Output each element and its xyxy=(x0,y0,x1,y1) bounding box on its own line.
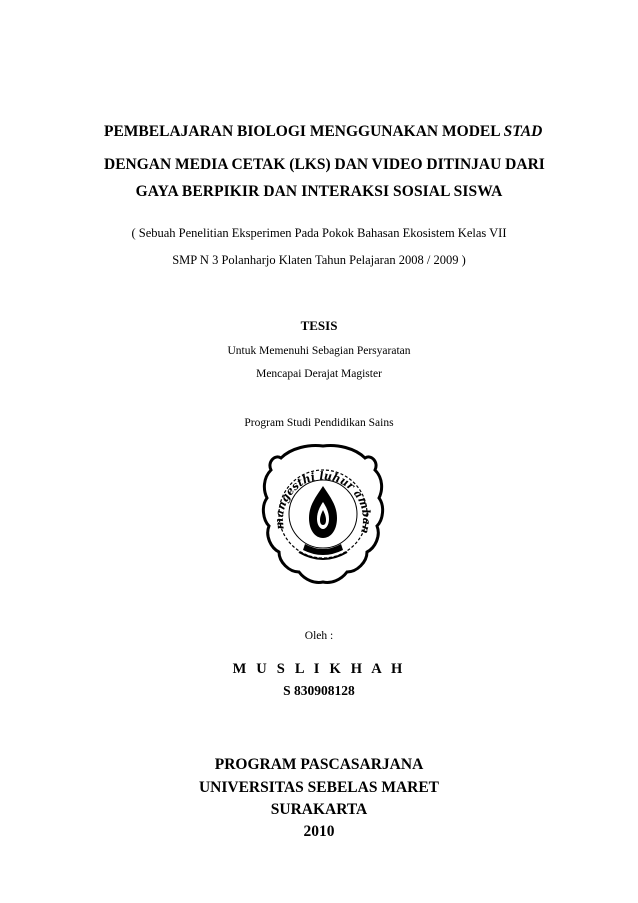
student-id: S 830908128 xyxy=(283,683,355,698)
subtitle-line-2: SMP N 3 Polanharjo Klaten Tahun Pelajaran 2008 / 2009 ) xyxy=(172,253,466,267)
title-line-1 xyxy=(104,123,542,141)
study-program: Program Studi Pendidikan Sains xyxy=(244,417,394,429)
logo-motto: mangesthi luhur amban xyxy=(272,469,374,535)
footer-year: 2010 xyxy=(303,823,335,840)
title-line-2: DENGAN MEDIA CETAK (LKS) DAN VIDEO DITINJAU DARI xyxy=(104,156,545,173)
purpose-line-2: Mencapai Derajat Magister xyxy=(256,368,382,380)
title-line-1-text: PEMBELAJARAN BIOLOGI MENGGUNAKAN MODEL xyxy=(104,123,504,140)
title-model-name: STAD xyxy=(503,123,543,140)
author-name: M U S L I K H A H xyxy=(232,661,406,677)
subtitle-line-1: ( Sebuah Penelitian Eksperimen Pada Pokok Bahasan Ekosistem Kelas VII xyxy=(131,226,507,240)
footer-university: UNIVERSITAS SEBELAS MARET xyxy=(198,779,440,796)
footer-program: PROGRAM PASCASARJANA xyxy=(214,756,424,773)
title-line-3: GAYA BERPIKIR DAN INTERAKSI SOSIAL SISWA xyxy=(135,183,503,200)
by-label: Oleh : xyxy=(304,630,334,642)
purpose-line-1: Untuk Memenuhi Sebagian Persyaratan xyxy=(227,345,411,357)
footer-city: SURAKARTA xyxy=(270,801,368,818)
thesis-label: TESIS xyxy=(300,318,338,333)
university-seal-icon xyxy=(259,440,387,590)
